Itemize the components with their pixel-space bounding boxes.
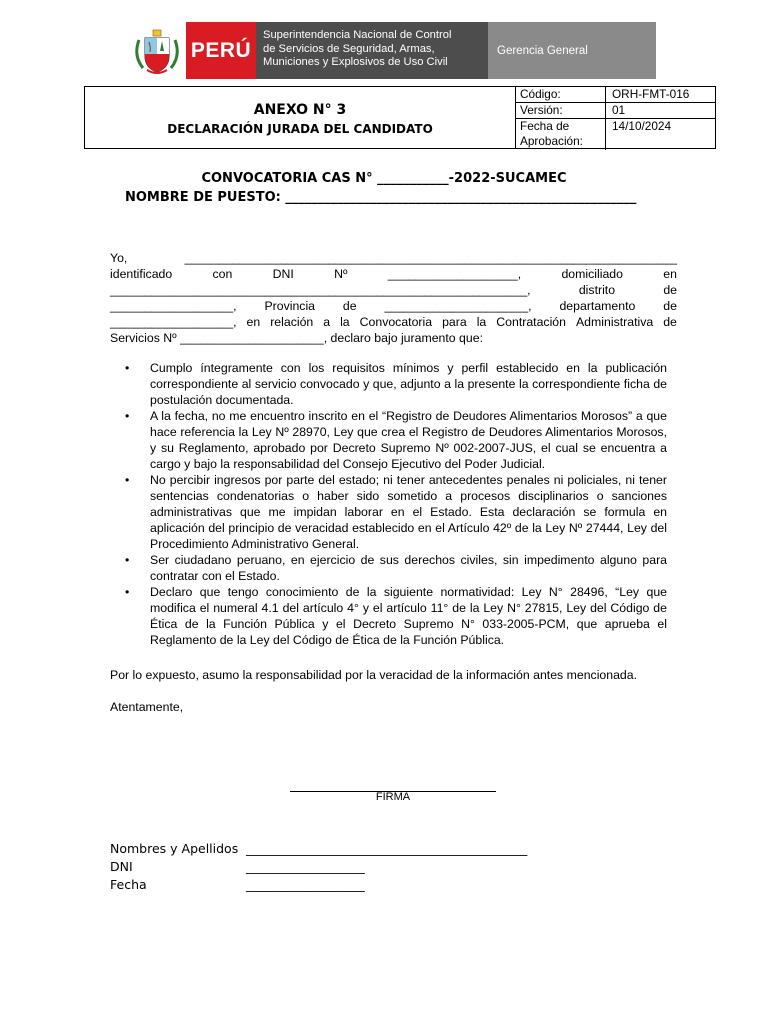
- entity-name: Superintendencia Nacional de Control de Servicios de Seguridad, Armas, Municiones y Explosivos de Uso Civil: [256, 22, 488, 79]
- list-item: • Cumplo íntegramente con los requisitos mínimos y perfil establecido en la publicación correspondiente al servicio convocado y que, adjunto a la presente la correspondiente ficha de postulación documentada.: [125, 361, 667, 407]
- intro-line: __________________, en relación a la Convocatoria para la Contratación Administrativa de: [110, 315, 677, 329]
- title-cell: [85, 87, 516, 148]
- intro-line: Yo, ________________________________________________________________________: [110, 251, 677, 265]
- meta-row-code: Código: ORH-FMT-016: [515, 87, 715, 103]
- meta-row-date: Fecha de Aprobación: 14/10/2024: [515, 119, 715, 150]
- meta-row-version: Versión: 01: [515, 103, 715, 119]
- closing-statement: Por lo expuesto, asumo la responsabilidad por la veracidad de la información antes mencionada.: [110, 668, 638, 682]
- department-label: Gerencia General: [488, 22, 656, 79]
- intro-line: identificado con DNI Nº ___________________, domiciliado en: [110, 267, 677, 281]
- convocatoria-heading: CONVOCATORIA CAS N° ___________-2022-SUCAMEC: [201, 171, 567, 186]
- intro-line: Servicios Nº _____________________, declaro bajo juramento que:: [110, 331, 483, 345]
- coat-of-arms-icon: [128, 22, 186, 79]
- list-item: • A la fecha, no me encuentro inscrito en el “Registro de Deudores Alimentarios Morosos” a que hace referencia la Ley Nº 28970, Ley que crea el Registro de Deudores Alimentarios Morosos, y su Reglamento, aprobado por Decreto Supremo Nº 002-2007-JUS, el cual se encuentra a cargo y bajo la responsabilidad del Consejo Ejecutivo del Poder Judicial.: [125, 409, 667, 471]
- list-item: • No percibir ingresos por parte del estado; ni tener antecedentes penales ni policiales, ni tener sentencias condenatorias o haber sido sometido a procesos disciplinarios o sanciones administrativas que me impidan laborar en el Estado. Esta declaración se formula en aplicación del principio de veracidad establecido en el Artículo 42º de la Ley Nº 27444, Ley del Procedimiento Administrativo General.: [125, 473, 667, 551]
- country-label: PERÚ: [186, 22, 256, 79]
- field-date: Fecha ___________________: [110, 877, 365, 892]
- regards-text: Atentamente,: [110, 700, 184, 714]
- document-subtitle: DECLARACIÓN JURADA DEL CANDIDATO: [167, 122, 433, 136]
- intro-paragraph: [110, 250, 677, 346]
- list-item: • Declaro que tengo conocimiento de la siguiente normatividad: Ley N° 28496, “Ley que modifica el numeral 4.1 del artículo 4° y el artículo 11° de la Ley N° 27815, Ley del Código de Ética de la Función Pública y el Decreto Supremo N° 033-2005-PCM, que aprueba el Reglamento de la Ley del Código de Ética de la Función Pública.: [125, 585, 667, 647]
- list-item: • Ser ciudadano peruano, en ejercicio de sus derechos civiles, sin impedimento alguno para contratar con el Estado.: [125, 553, 667, 583]
- intro-line: _____________________________________________________________, distrito de: [110, 283, 677, 297]
- position-name-heading: NOMBRE DE PUESTO: ______________________________________________________: [125, 190, 637, 205]
- intro-line: __________________, Provincia de _____________________, departamento de: [110, 299, 677, 313]
- declarations-list: [110, 360, 667, 648]
- signature-label: FIRMA: [375, 791, 411, 803]
- field-full-name: Nombres y Apellidos _____________________________________________: [110, 841, 528, 856]
- header-banner: [128, 22, 656, 79]
- annex-title: ANEXO N° 3: [253, 102, 347, 118]
- title-table: [84, 86, 716, 149]
- document-meta: [515, 87, 715, 150]
- field-dni: DNI ___________________: [110, 859, 365, 874]
